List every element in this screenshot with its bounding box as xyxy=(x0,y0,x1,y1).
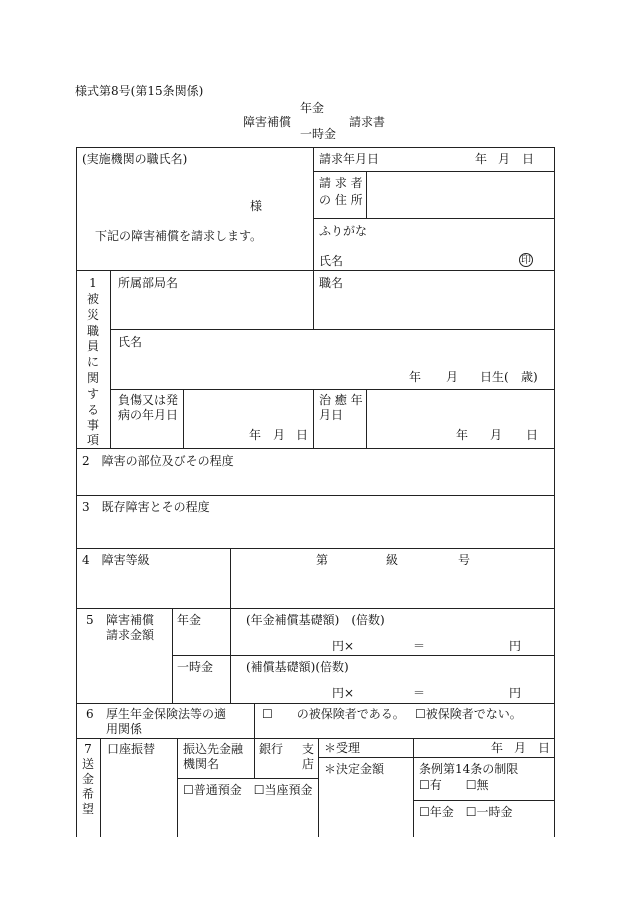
title-suffix: 請求書 xyxy=(349,115,386,129)
section1-heading-char: 関 xyxy=(86,371,99,385)
divider xyxy=(413,800,555,801)
divider xyxy=(110,329,555,330)
annuity-equals: ＝ xyxy=(413,639,426,653)
divider xyxy=(177,778,318,779)
divider xyxy=(110,389,555,390)
lump-equals: ＝ xyxy=(413,686,426,700)
limit-options[interactable]: ☐有 ☐無 xyxy=(419,778,489,792)
injury-date-label-line1: 負傷又は発 xyxy=(118,393,179,407)
receipt-day: 日 xyxy=(538,741,551,755)
lump-yen: 円 xyxy=(509,686,522,700)
section6-label-line2: 用関係 xyxy=(106,722,143,736)
employee-name-label: 氏名 xyxy=(118,335,143,349)
divider xyxy=(318,757,555,758)
section1-number: 1 xyxy=(89,276,97,290)
divider xyxy=(100,738,101,837)
section6-number: 6 xyxy=(86,707,94,721)
section5-label-line2: 請求金額 xyxy=(106,628,155,642)
bank-label-line1: 振込先金融 xyxy=(183,742,244,756)
section1-heading-char: 員 xyxy=(86,339,99,353)
receipt-label: ＊受理 xyxy=(324,741,361,755)
birth-month: 月 xyxy=(446,370,459,384)
account-transfer-label: 口座振替 xyxy=(107,742,156,756)
limit-label: 条例第14条の制限 xyxy=(419,762,519,776)
benefit-type-options[interactable]: ☐年金 ☐一時金 xyxy=(419,805,513,819)
divider xyxy=(413,738,414,837)
form-frame xyxy=(76,147,555,837)
section7-heading-char: 望 xyxy=(81,802,94,816)
divider xyxy=(313,171,555,172)
branch-word-2: 店 xyxy=(302,757,315,771)
divider xyxy=(318,738,319,837)
injury-month: 月 xyxy=(273,428,286,442)
request-date-label: 請求年月日 xyxy=(319,152,380,166)
date-day: 日 xyxy=(522,152,535,166)
grade-go: 号 xyxy=(458,553,471,567)
section6-label-line1: 厚生年金保険法等の適 xyxy=(106,707,227,721)
divider xyxy=(177,738,178,837)
lump-sum-label: 一時金 xyxy=(177,660,214,674)
cure-year: 年 xyxy=(456,428,469,442)
bank-word: 銀行 xyxy=(259,742,284,756)
injury-day: 日 xyxy=(296,428,309,442)
section3-label: 3 既存障害とその程度 xyxy=(82,500,210,514)
section1-heading-char: 職 xyxy=(86,324,99,338)
section1-heading-char: 事 xyxy=(86,418,99,432)
furigana-label: ふりがな xyxy=(319,224,368,238)
divider xyxy=(313,270,314,329)
injury-year: 年 xyxy=(249,428,262,442)
divider xyxy=(366,389,367,448)
section5-number: 5 xyxy=(86,613,94,627)
title-option-annuity: 年金 xyxy=(300,101,325,115)
section1-heading-char: 項 xyxy=(86,433,99,447)
receipt-year: 年 xyxy=(491,741,504,755)
divider xyxy=(313,218,555,219)
date-month: 月 xyxy=(498,152,511,166)
divider xyxy=(76,495,555,496)
divider xyxy=(366,171,367,218)
date-year: 年 xyxy=(475,152,488,166)
request-statement: 下記の障害補償を請求します。 xyxy=(95,229,263,243)
section1-heading-char: に xyxy=(86,355,99,369)
title-option-lump: 一時金 xyxy=(300,127,337,141)
birth-year: 年 xyxy=(409,370,422,384)
post-label: 職名 xyxy=(319,276,344,290)
section5-label-line1: 障害補償 xyxy=(106,613,155,627)
divider xyxy=(76,703,555,704)
cure-day: 日 xyxy=(526,428,539,442)
injury-date-label-line2: 病の年月日 xyxy=(118,408,179,422)
account-type-options[interactable]: ☐普通預金 ☐当座預金 xyxy=(183,783,313,797)
section7-heading-char: 金 xyxy=(81,772,94,786)
receipt-month: 月 xyxy=(514,741,527,755)
department-label: 所属部局名 xyxy=(118,276,179,290)
section1-heading-char: 被 xyxy=(86,292,99,306)
divider xyxy=(76,270,555,271)
grade-dai: 第 xyxy=(316,553,329,567)
divider xyxy=(230,548,231,608)
not-insured-checkbox-option[interactable]: ☐被保険者でない。 xyxy=(415,707,522,721)
decision-amount-label: ＊決定金額 xyxy=(324,762,385,776)
divider xyxy=(76,608,555,609)
section2-label: 2 障害の部位及びその程度 xyxy=(82,454,234,468)
grade-kyu: 級 xyxy=(386,553,399,567)
annuity-formula: (年金補償基礎額) (倍数) xyxy=(246,613,385,627)
cure-date-label-line2: 月日 xyxy=(319,408,344,422)
agency-label: (実施機関の職氏名) xyxy=(82,152,188,166)
section7-heading-char: 希 xyxy=(81,787,94,801)
divider xyxy=(76,738,555,739)
claimant-name-label: 氏名 xyxy=(319,254,344,268)
divider xyxy=(76,548,555,549)
divider xyxy=(76,448,555,449)
lump-sum-formula: (補償基礎額)(倍数) xyxy=(246,660,349,674)
cure-month: 月 xyxy=(490,428,503,442)
birth-age: 歳) xyxy=(521,370,538,384)
honorific: 様 xyxy=(250,199,263,213)
bank-label-line2: 機関名 xyxy=(183,757,220,771)
lump-yen-times: 円× xyxy=(332,686,355,700)
seal-icon: 印 xyxy=(521,255,531,266)
divider xyxy=(254,703,255,738)
section1-heading-char: す xyxy=(86,387,99,401)
section7-heading-char: 送 xyxy=(81,757,94,771)
divider xyxy=(183,389,184,448)
divider xyxy=(254,738,255,778)
divider xyxy=(313,389,314,448)
divider xyxy=(313,147,314,270)
cure-date-label-line1: 治 癒 年 xyxy=(319,393,363,407)
form-number: 様式第8号(第15条関係) xyxy=(75,84,204,98)
address-label-line2: の 住 所 xyxy=(319,193,363,207)
insured-checkbox-option[interactable]: ☐ の被保険者である。 xyxy=(262,707,405,721)
section1-heading-char: る xyxy=(86,403,99,417)
annuity-yen-times: 円× xyxy=(332,639,355,653)
divider xyxy=(172,655,555,656)
section4-label: 4 障害等級 xyxy=(82,553,150,567)
annuity-yen: 円 xyxy=(509,639,522,653)
section7-number: 7 xyxy=(84,742,92,756)
title-prefix: 障害補償 xyxy=(243,115,292,129)
branch-word: 支 xyxy=(302,742,315,756)
annuity-label: 年金 xyxy=(177,613,202,627)
address-label-line1: 請 求 者 xyxy=(319,176,363,190)
section1-heading-char: 災 xyxy=(86,308,99,322)
birth-day: 日生( xyxy=(480,370,509,384)
divider xyxy=(110,270,111,448)
